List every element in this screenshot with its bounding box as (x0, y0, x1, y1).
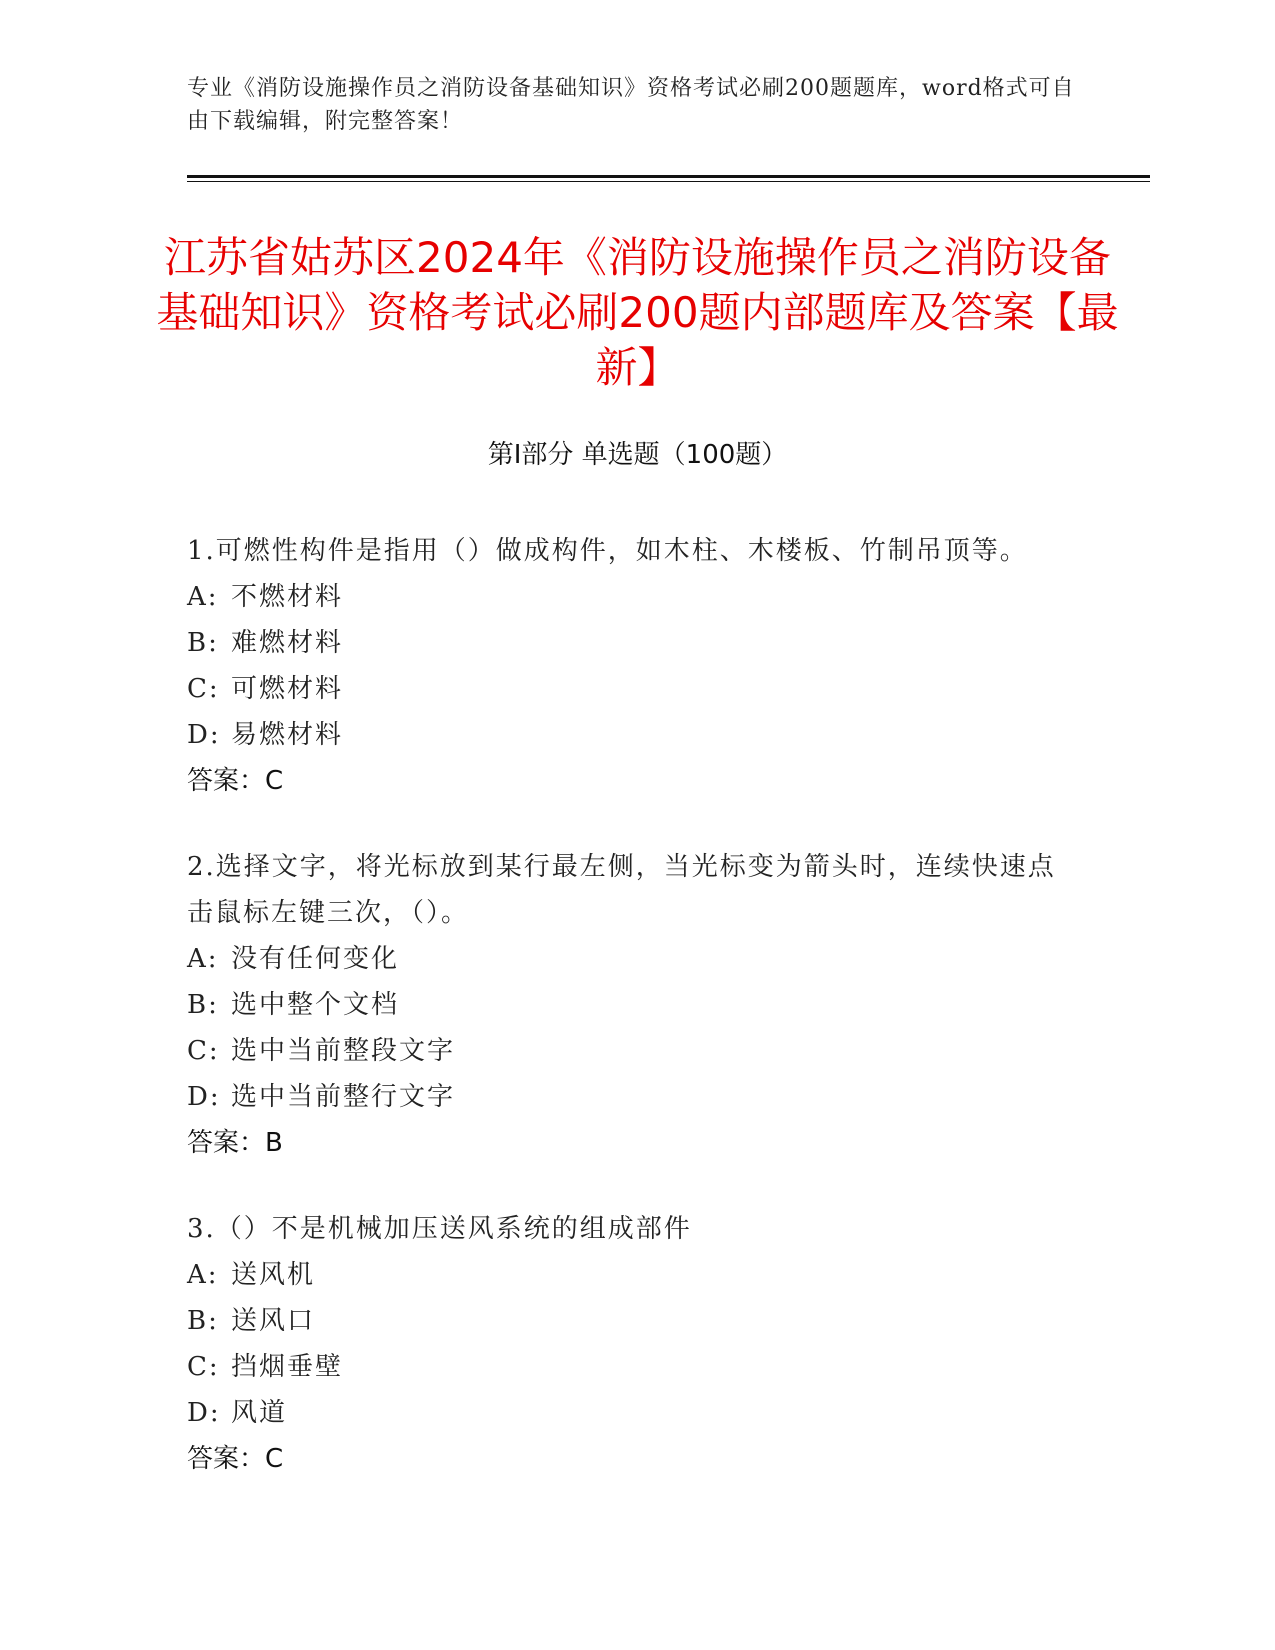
section-title: 第Ⅰ部分 单选题（100题） (487, 440, 788, 470)
option-text: 选中当前整行文字 (231, 1082, 456, 1112)
option-letter: A: (187, 1260, 219, 1290)
document-title: 江苏省姑苏区2024年《消防设施操作员之消防设备基础知识》资格考试必刷200题内部题库及答案【最新】 (156, 233, 1119, 392)
header-rule-thick (187, 175, 1150, 178)
option-b (187, 982, 1067, 1028)
option-b (187, 620, 1067, 666)
option-letter: D: (187, 720, 221, 750)
question-3 (187, 1206, 1067, 1482)
question-1 (187, 528, 1067, 804)
question-list (187, 528, 1067, 1522)
option-letter: A: (187, 582, 219, 612)
option-a (187, 1252, 1067, 1298)
option-text: 没有任何变化 (231, 944, 400, 974)
header-rule-thin (187, 181, 1150, 182)
question-stem: 3.（）不是机械加压送风系统的组成部件 (187, 1214, 692, 1244)
option-text: 选中当前整段文字 (231, 1036, 456, 1066)
option-letter: C: (187, 674, 220, 704)
answer: 答案：C (187, 1444, 284, 1474)
option-d (187, 712, 1067, 758)
option-letter: D: (187, 1082, 221, 1112)
answer: 答案：B (187, 1128, 283, 1158)
option-a (187, 574, 1067, 620)
option-letter: C: (187, 1352, 220, 1382)
option-letter: B: (187, 628, 219, 658)
answer: 答案：C (187, 766, 284, 796)
header-note: 专业《消防设施操作员之消防设备基础知识》资格考试必刷200题题库，word格式可自由下载编辑，附完整答案！ (187, 76, 1075, 134)
option-text: 可燃材料 (231, 674, 344, 704)
option-letter: C: (187, 1036, 220, 1066)
question-stem: 1.可燃性构件是指用（）做成构件，如木柱、木楼板、竹制吊顶等。 (187, 536, 1028, 566)
question-2 (187, 844, 1067, 1166)
option-text: 选中整个文档 (231, 990, 400, 1020)
question-stem: 2.选择文字，将光标放到某行最左侧，当光标变为箭头时，连续快速点击鼠标左键三次，（）。 (187, 852, 1056, 928)
option-text: 送风口 (231, 1306, 316, 1336)
option-b (187, 1298, 1067, 1344)
option-letter: B: (187, 990, 219, 1020)
option-letter: A: (187, 944, 219, 974)
option-letter: B: (187, 1306, 219, 1336)
option-text: 易燃材料 (231, 720, 344, 750)
option-text: 风道 (231, 1398, 288, 1428)
option-d (187, 1390, 1067, 1436)
option-a (187, 936, 1067, 982)
option-c (187, 666, 1067, 712)
option-letter: D: (187, 1398, 221, 1428)
option-text: 送风机 (231, 1260, 316, 1290)
option-d (187, 1074, 1067, 1120)
option-c (187, 1344, 1067, 1390)
option-text: 难燃材料 (231, 628, 344, 658)
option-c (187, 1028, 1067, 1074)
option-text: 挡烟垂壁 (231, 1352, 344, 1382)
option-text: 不燃材料 (231, 582, 344, 612)
